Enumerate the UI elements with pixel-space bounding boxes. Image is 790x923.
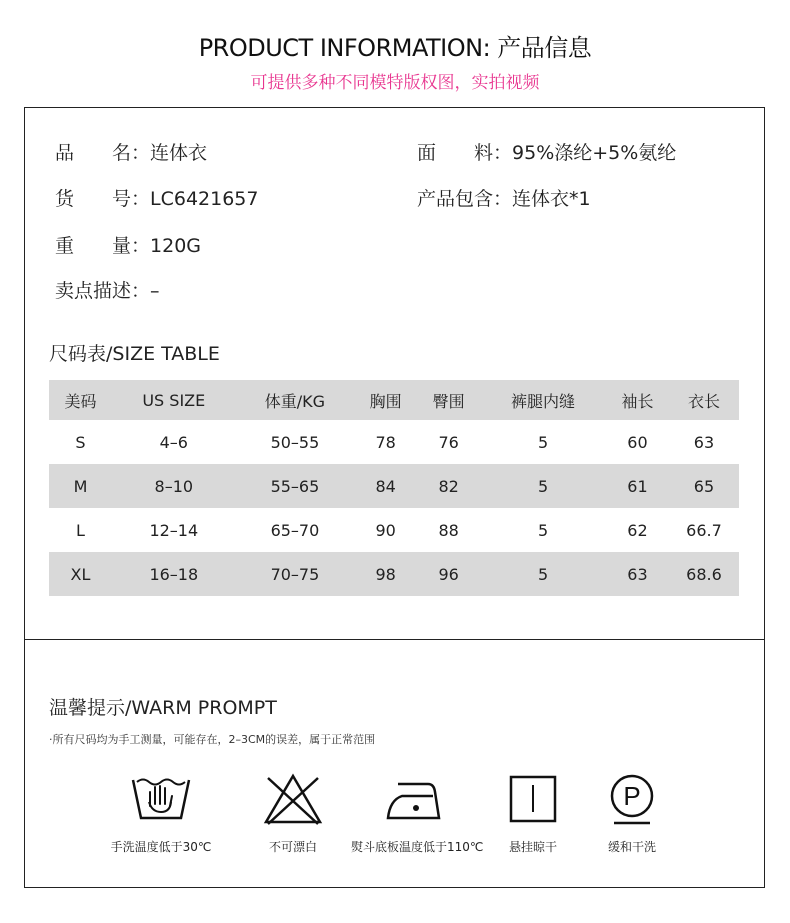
table-cell: 65–70 — [270, 520, 320, 540]
size-table — [49, 380, 739, 596]
care-label: 手洗温度低于30℃ — [110, 840, 212, 854]
care-label: 悬挂晾干 — [508, 840, 557, 854]
table-cell: 5 — [537, 432, 549, 452]
care-hand-wash — [96, 772, 226, 855]
warm-prompt-title: 温馨提示/WARM PROMPT — [49, 697, 277, 719]
table-cell: 66.7 — [686, 520, 722, 540]
care-iron — [351, 772, 484, 855]
table-cell: 82 — [417, 464, 480, 508]
care-label: 缓和干洗 — [607, 840, 656, 854]
size-table-header-row — [49, 380, 739, 420]
table-row — [49, 464, 739, 508]
table-row — [49, 420, 739, 464]
info-name-label: 品 名： — [55, 142, 151, 164]
table-cell: 60 — [627, 432, 648, 452]
care-label: 不可漂白 — [268, 840, 317, 854]
table-cell: 63 — [606, 552, 669, 596]
table-cell: 5 — [480, 464, 606, 508]
page-title: PRODUCT INFORMATION: 产品信息 — [198, 34, 592, 62]
size-table-header: 衣长 — [669, 380, 739, 420]
table-cell: 65 — [669, 464, 739, 508]
info-selling-label: 卖点描述： — [55, 280, 151, 302]
hand-wash-icon — [130, 772, 192, 826]
table-cell: 61 — [606, 464, 669, 508]
page-subtitle: 可提供多种不同模特版权图，实拍视频 — [250, 73, 540, 93]
size-table-header: 体重/KG — [236, 380, 355, 420]
table-cell: XL — [49, 552, 112, 596]
table-cell: 78 — [375, 432, 396, 452]
info-name — [55, 138, 207, 165]
table-cell: M — [49, 464, 112, 508]
info-package — [417, 184, 591, 211]
table-cell: 84 — [354, 464, 417, 508]
table-cell: 90 — [375, 520, 396, 540]
size-table-title: 尺码表/SIZE TABLE — [49, 343, 220, 365]
table-cell: 5 — [537, 520, 549, 540]
info-sku-value: LC6421657 — [150, 188, 259, 210]
info-fabric-label: 面 料： — [417, 142, 513, 164]
table-cell: 16–18 — [112, 552, 236, 596]
size-table-header: 臀围 — [417, 380, 480, 420]
svg-text:P: P — [623, 781, 641, 811]
table-cell: 68.6 — [669, 552, 739, 596]
info-fabric — [417, 138, 676, 165]
info-sku — [55, 184, 259, 211]
size-table-header: 胸围 — [354, 380, 417, 420]
info-fabric-value: 95%涤纶+5%氨纶 — [512, 142, 677, 164]
table-cell: 76 — [438, 432, 459, 452]
dry-clean-icon — [605, 772, 659, 826]
care-no-bleach — [228, 772, 358, 855]
table-cell: 62 — [627, 520, 648, 540]
info-name-value: 连体衣 — [150, 142, 208, 164]
info-selling-value: – — [150, 280, 160, 302]
table-cell: 96 — [417, 552, 480, 596]
table-cell: 70–75 — [236, 552, 355, 596]
table-cell: 5 — [480, 552, 606, 596]
size-table-header: 袖长 — [606, 380, 669, 420]
no-bleach-icon — [262, 772, 324, 826]
table-cell: 4–6 — [159, 432, 188, 452]
table-cell: S — [75, 432, 86, 452]
table-cell: 98 — [354, 552, 417, 596]
info-selling — [55, 276, 160, 303]
info-weight-label: 重 量： — [55, 235, 151, 257]
size-table-header: 美码 — [49, 380, 112, 420]
table-row — [49, 552, 739, 596]
iron-icon — [384, 772, 448, 826]
care-dry-clean — [567, 772, 697, 855]
table-cell: 50–55 — [270, 432, 320, 452]
table-cell: 88 — [438, 520, 459, 540]
hang-dry-icon — [508, 772, 558, 826]
info-weight-value: 120G — [150, 235, 202, 257]
table-cell: 12–14 — [149, 520, 199, 540]
size-table-header: 裤腿内缝 — [480, 380, 606, 420]
info-sku-label: 货 号： — [55, 188, 151, 210]
table-cell: 8–10 — [112, 464, 236, 508]
care-label: 熨斗底板温度低于110℃ — [351, 840, 484, 854]
table-cell: 55–65 — [236, 464, 355, 508]
size-table-header: US SIZE — [112, 380, 236, 420]
table-row — [49, 508, 739, 552]
table-cell: 63 — [693, 432, 715, 452]
info-package-label: 产品包含： — [417, 188, 513, 210]
table-cell: L — [76, 520, 85, 540]
info-weight — [55, 231, 201, 258]
info-package-value: 连体衣*1 — [512, 188, 591, 210]
measurement-note: ·所有尺码均为手工测量，可能存在，2–3CM的误差，属于正常范围 — [49, 733, 376, 746]
